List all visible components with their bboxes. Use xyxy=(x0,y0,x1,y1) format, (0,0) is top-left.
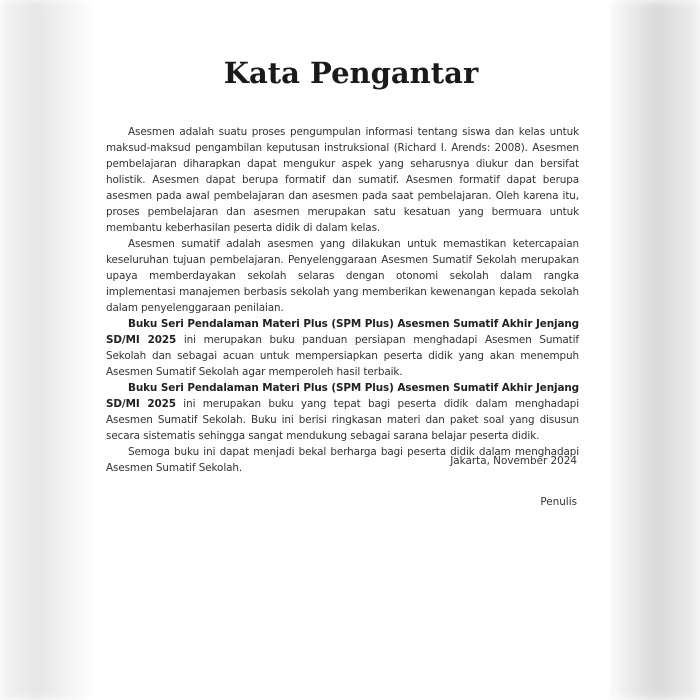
paragraph-2 xyxy=(106,236,579,316)
paragraph-1 xyxy=(106,124,579,236)
paragraph-text: ini merupakan buku panduan persiapan menghadapi Asesmen Sumatif Sekolah dan sebagai acuan untuk mempersiapkan peserta didik yang akan menempuh Asesmen Sumatif Sekolah agar memperoleh hasil terbaik. xyxy=(106,334,579,378)
page-title: Kata Pengantar xyxy=(223,56,479,90)
paragraph-text: Asesmen adalah suatu proses pengumpulan informasi tentang siswa dan kelas untuk maksud-maksud pengambilan keputusan instruksional (Richard I. Arends: 2008). Asesmen pembelajaran diharapkan dapat mengukur aspek yang seharusnya diukur dan bersifat holistik. Asesmen dapat berupa formatif dan sumatif. Asesmen formatif dapat berupa asesmen pada awal pembelajaran dan asesmen pada saat pembelajaran. Oleh karena itu, proses pembelajaran dan asesmen merupakan satu kesatuan yang bermuara untuk membantu keberhasilan peserta didik di dalam kelas. xyxy=(106,126,579,234)
paragraph-3 xyxy=(106,316,579,380)
place-date: Jakarta, November 2024 xyxy=(450,455,577,467)
paragraph-bold: Buku Seri Pendalaman Materi Plus (SPM Plus) Asesmen Sumatif Akhir Jenjang SD/MI 2025 xyxy=(106,318,579,346)
paragraph-4 xyxy=(106,380,579,444)
document-body xyxy=(106,124,579,476)
paragraph-text: Asesmen sumatif adalah asesmen yang dilakukan untuk memastikan ketercapaian keseluruhan tujuan pembelajaran. Penyelenggaraan Asesmen Sumatif Sekolah merupakan upaya memberdayakan sekolah selaras dengan otonomi sekolah dalam rangka implementasi manajemen berbasis sekolah yang memberikan kewenangan kepada sekolah dalam penyelenggaraan penilaian. xyxy=(106,238,579,314)
paragraph-bold: Buku Seri Pendalaman Materi Plus (SPM Plus) Asesmen Sumatif Akhir Jenjang SD/MI 2025 xyxy=(106,382,579,410)
blurred-background-left xyxy=(0,0,95,700)
document-page xyxy=(92,0,610,700)
paragraph-text: Semoga buku ini dapat menjadi bekal berharga bagi peserta didik dalam menghadapi Asesmen Sumatif Sekolah. xyxy=(106,446,579,474)
blurred-background-right xyxy=(605,0,700,700)
paragraph-text: ini merupakan buku yang tepat bagi peserta didik dalam menghadapi Asesmen Sumatif Sekolah. Buku ini berisi ringkasan materi dan paket soal yang disusun secara sistematis sehingga sangat mendukung sebagai sarana belajar peserta didik. xyxy=(106,398,579,442)
author-signature: Penulis xyxy=(540,496,577,508)
